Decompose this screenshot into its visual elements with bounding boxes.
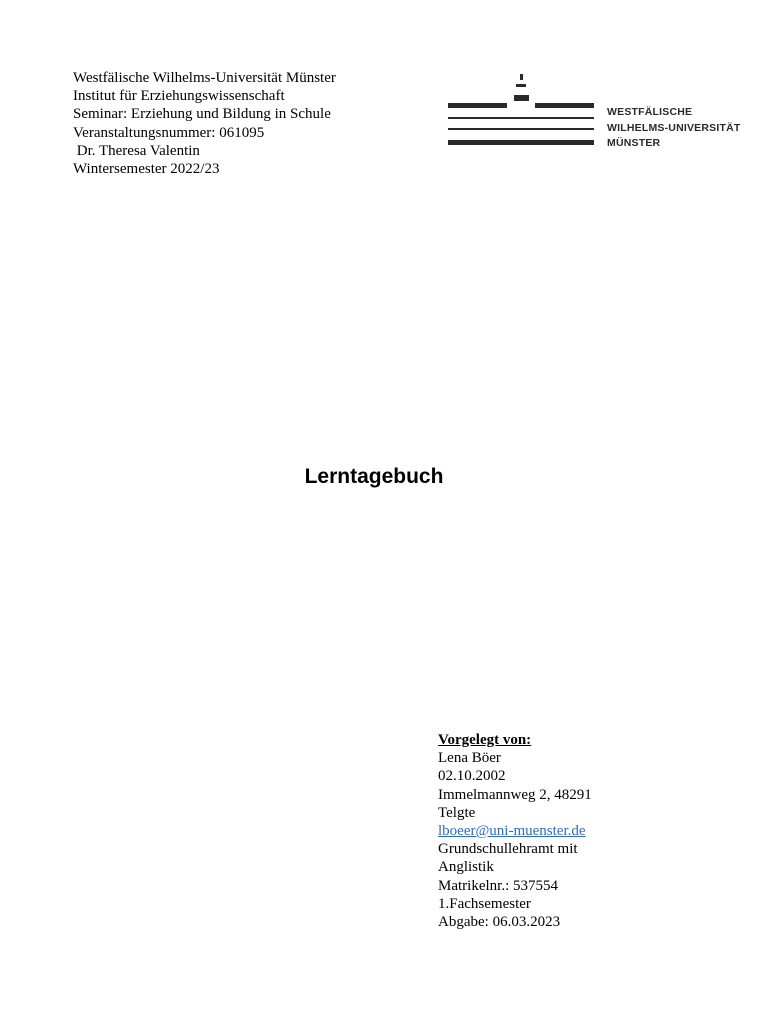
logo-line-3: MÜNSTER: [607, 137, 661, 149]
study-semester: 1.Fachsemester: [438, 895, 531, 912]
university-name: Westfälische Wilhelms-Universität Münster: [73, 70, 336, 86]
due-date: Abgabe: 06.03.2023: [438, 914, 561, 931]
student-email-link[interactable]: lboeer@uni-muenster.de: [438, 823, 586, 840]
student-street: Immelmannweg 2, 48291: [438, 786, 592, 803]
submitted-by-block: [438, 731, 592, 931]
logo-line-2: WILHELMS-UNIVERSITÄT: [607, 121, 741, 134]
student-city: Telgte: [438, 804, 476, 821]
logo-wordmark: [607, 105, 741, 152]
seminar-name: Seminar: Erziehung und Bildung in Schule: [73, 106, 331, 123]
logo-line-1: WESTFÄLISCHE: [607, 106, 693, 118]
submitted-by-label: Vorgelegt von:: [438, 732, 532, 748]
lecturer-name: Dr. Theresa Valentin: [73, 142, 200, 159]
student-name: Lena Böer: [438, 750, 501, 767]
institute-name: Institut für Erziehungswissenschaft: [73, 88, 285, 105]
student-birthdate: 02.10.2002: [438, 768, 506, 785]
matriculation-number: Matrikelnr.: 537554: [438, 877, 558, 894]
document-title: Lerntagebuch: [304, 465, 444, 488]
study-program-line-1: Grundschullehramt mit: [438, 841, 578, 858]
semester-name: Wintersemester 2022/23: [73, 161, 220, 178]
header-address-block: [73, 69, 336, 178]
university-logo: [441, 70, 741, 166]
course-number: Veranstaltungsnummer: 061095: [73, 124, 265, 141]
study-program-line-2: Anglistik: [438, 859, 494, 876]
